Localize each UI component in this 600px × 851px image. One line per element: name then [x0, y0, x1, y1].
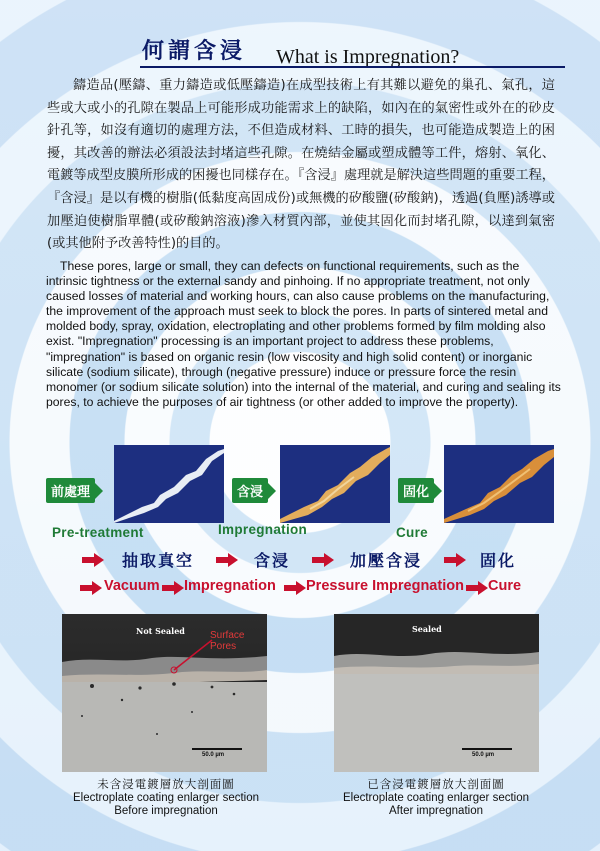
process-step-pressure-zh: 加壓含浸: [350, 551, 423, 570]
step-pretreatment-label: 前處理: [46, 478, 95, 503]
title-english: What is Impregnation?: [276, 46, 460, 68]
process-step-cure-zh: 固化: [480, 551, 517, 570]
red-arrow-icon: [82, 553, 104, 567]
scale-bar-label: 50.0 µm: [202, 752, 225, 758]
surface-pores-annotation: Surface Pores: [210, 630, 245, 652]
process-flow-english: [80, 578, 540, 600]
step-impregnation-english: Impregnation: [218, 522, 308, 537]
arrow-right-icon: [95, 483, 103, 499]
caption-before: [46, 778, 286, 819]
red-arrow-icon: [80, 581, 102, 595]
title-underline: [140, 66, 565, 68]
red-arrow-icon: [162, 581, 184, 595]
caption-after: [316, 778, 556, 819]
micrograph-not-sealed: [62, 614, 267, 772]
process-step-vacuum-zh: 抽取真空: [122, 551, 195, 570]
step-impregnation-tag: [232, 478, 276, 503]
process-step-impregnation-zh: 含浸: [254, 551, 291, 570]
step-impregnation-label: 含浸: [232, 478, 268, 503]
step-pretreatment-tag: [46, 478, 103, 503]
title-chinese: 何謂含浸: [142, 38, 247, 64]
pretreatment-diagram: [114, 445, 224, 523]
step-cure-tag: [398, 478, 442, 503]
caption-after-en2: After impregnation: [389, 805, 483, 817]
red-arrow-icon: [466, 581, 488, 595]
red-arrow-icon: [312, 553, 334, 567]
arrow-right-icon: [434, 483, 442, 499]
step-pretreatment-english: Pre-treatment: [52, 525, 144, 540]
caption-before-en2: Before impregnation: [114, 805, 218, 817]
arrow-right-icon: [268, 483, 276, 499]
red-arrow-icon: [216, 553, 238, 567]
step-cure-english: Cure: [396, 525, 428, 540]
caption-after-en1: Electroplate coating enlarger section: [342, 791, 530, 804]
not-sealed-tag: Not Sealed: [136, 626, 185, 636]
process-step-pressure-en: Pressure Impregnation: [306, 578, 464, 594]
red-arrow-icon: [444, 553, 466, 567]
english-paragraph: These pores, large or small, they can defects on functional requirements, such as the intrinsic tightness or the external sandy and pinhoing. If no appropriate treatment, not only caused losses of material and working hours, can also cause problems on the manufacturing, the improvement of the approach must seek to block the pores. In parts of sintered metal and molded body, spray, oxidation, electroplating and other problems formed by film molding also exist. "Impregnation" processing is an important project to address these problems, "impregnation" is based on organic resin (low viscosity and high solid content) or inorganic silicate (sodium silicate), through (negative pressure) induce or pressure force the resin monomer (or sodium silicate solution) into the internal of the material, and curing and sealing its pores, to achieve the purposes of air tightness (or other added to improve the property).: [46, 259, 561, 409]
process-step-cure-en: Cure: [488, 578, 522, 594]
process-step-vacuum-en: Vacuum: [104, 578, 160, 594]
sealed-tag: Sealed: [412, 624, 442, 634]
red-arrow-icon: [284, 581, 306, 595]
impregnation-diagram: [280, 445, 390, 523]
caption-before-en1: Electroplate coating enlarger section: [72, 791, 260, 804]
chinese-paragraph: 鑄造品(壓鑄、重力鑄造或低壓鑄造)在成型技術上有其難以避免的巢孔、氣孔，這些或大或小的孔隙在製品上可能形成功能需求上的缺陷，如內在的氣密性或外在的砂皮針孔等，如沒有適切的處理方法，不但造成材料、工時的損失，也可能造成製造上的困擾，其改善的辦法必須設法封堵這些孔隙。在燒結金屬或塑成體等工件，熔射、氧化、電鍍等成型皮膜所形成的困擾也同樣存在。『含浸』處理就是解決這些問題的重要工程，『含浸』是以有機的樹脂(低黏度高固成份)或無機的矽酸鹽(矽酸鈉)，透過(負壓)誘導或加壓迫使樹脂單體(或矽酸鈉溶液)滲入材質內部，並使其固化而封堵孔隙，以達到氣密(或其他附予改善特性)的目的。: [47, 78, 555, 252]
process-flow-chinese: [82, 548, 532, 572]
caption-after-zh: 已含浸電鍍層放大剖面圖: [367, 777, 505, 791]
micrograph-sealed: [334, 614, 539, 772]
micrograph-sealed-image: [334, 614, 539, 772]
step-cure-label: 固化: [398, 478, 434, 503]
caption-before-zh: 未含浸電鍍層放大剖面圖: [97, 777, 235, 791]
process-step-impregnation-en: Impregnation: [184, 578, 276, 594]
cure-diagram: [444, 445, 554, 523]
scale-bar-label: 50.0 µm: [472, 752, 495, 758]
